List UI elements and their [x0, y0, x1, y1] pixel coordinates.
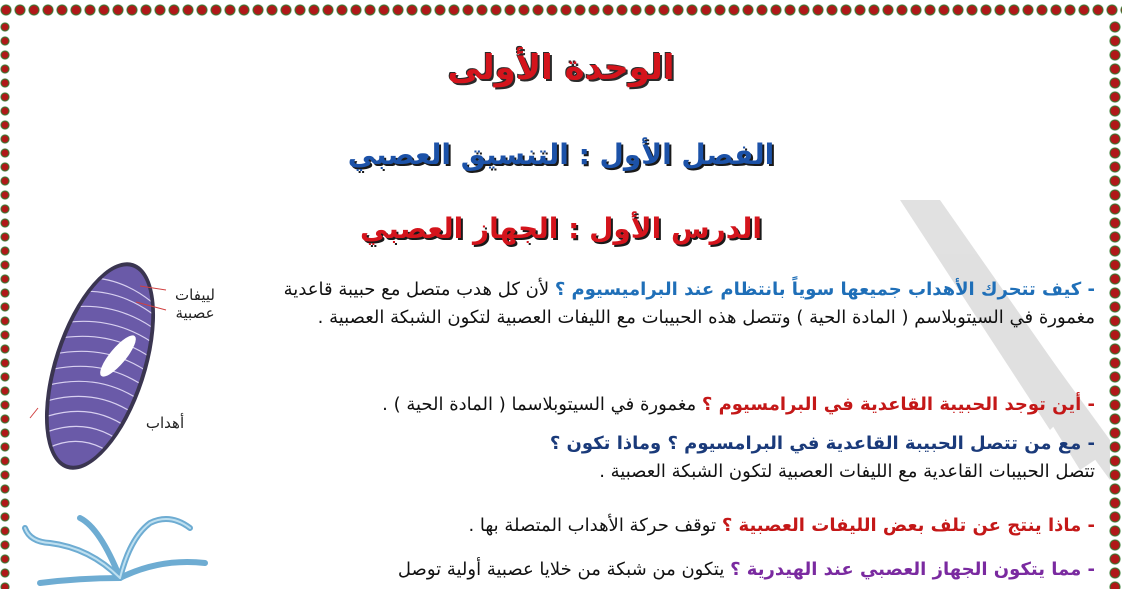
answer-text: توقف حركة الأهداب المتصلة بها .	[468, 515, 722, 536]
decorative-border-top	[0, 0, 1122, 20]
answer-text: مغمورة في السيتوبلاسما ( المادة الحية ) .	[382, 394, 702, 415]
qa-item-1	[240, 276, 1095, 332]
figure-label-cilia: أهداب	[145, 414, 185, 432]
figure-label-fibrils	[160, 286, 230, 322]
chapter-title: الفصل الأول : التنسيق العصبي	[347, 138, 775, 171]
question-text: - أين توجد الحبيبة القاعدية في البرامسيوم ؟	[701, 394, 1095, 415]
question-text: - كيف تتحرك الأهداب جميعها سوياً بانتظام عند البراميسيوم ؟	[554, 279, 1095, 300]
qa-item-4	[200, 512, 1095, 540]
paramecium-illustration	[28, 258, 168, 478]
question-text: - مما يتكون الجهاز العصبي عند الهيدرية ؟	[730, 559, 1095, 580]
decorative-border-left	[0, 20, 10, 589]
hydra-illustration	[20, 508, 220, 589]
question-text: - ماذا ينتج عن تلف بعض الليفات العصبية ؟	[721, 515, 1095, 536]
answer-text: تتصل الحبيبات القاعدية مع الليفات العصبية لتكون الشبكة العصبية .	[599, 461, 1095, 482]
answer-text: لأن كل هدب متصل مع حبيبة قاعدية مغمورة في السيتوبلاسم ( المادة الحية ) وتتصل هذه الحبيبات مع الليفات العصبية لتكون الشبكة العصبية .	[283, 279, 1095, 328]
figure-label-fibrils-line1: لييفات	[175, 286, 215, 304]
question-text: - مع من تتصل الحبيبة القاعدية في البرامسيوم ؟ وماذا تكون ؟	[549, 433, 1095, 454]
unit-title: الوحدة الأولى	[447, 48, 675, 88]
decorative-border-right	[1108, 20, 1122, 589]
figure-label-fibrils-line2: عصبية	[175, 304, 215, 322]
qa-item-2	[200, 391, 1095, 419]
qa-item-5	[200, 556, 1095, 584]
qa-item-3	[200, 430, 1095, 486]
answer-text: يتكون من شبكة من خلايا عصبية أولية توصل	[397, 559, 731, 580]
lesson-title: الدرس الأول : الجهاز العصبي	[359, 212, 763, 245]
